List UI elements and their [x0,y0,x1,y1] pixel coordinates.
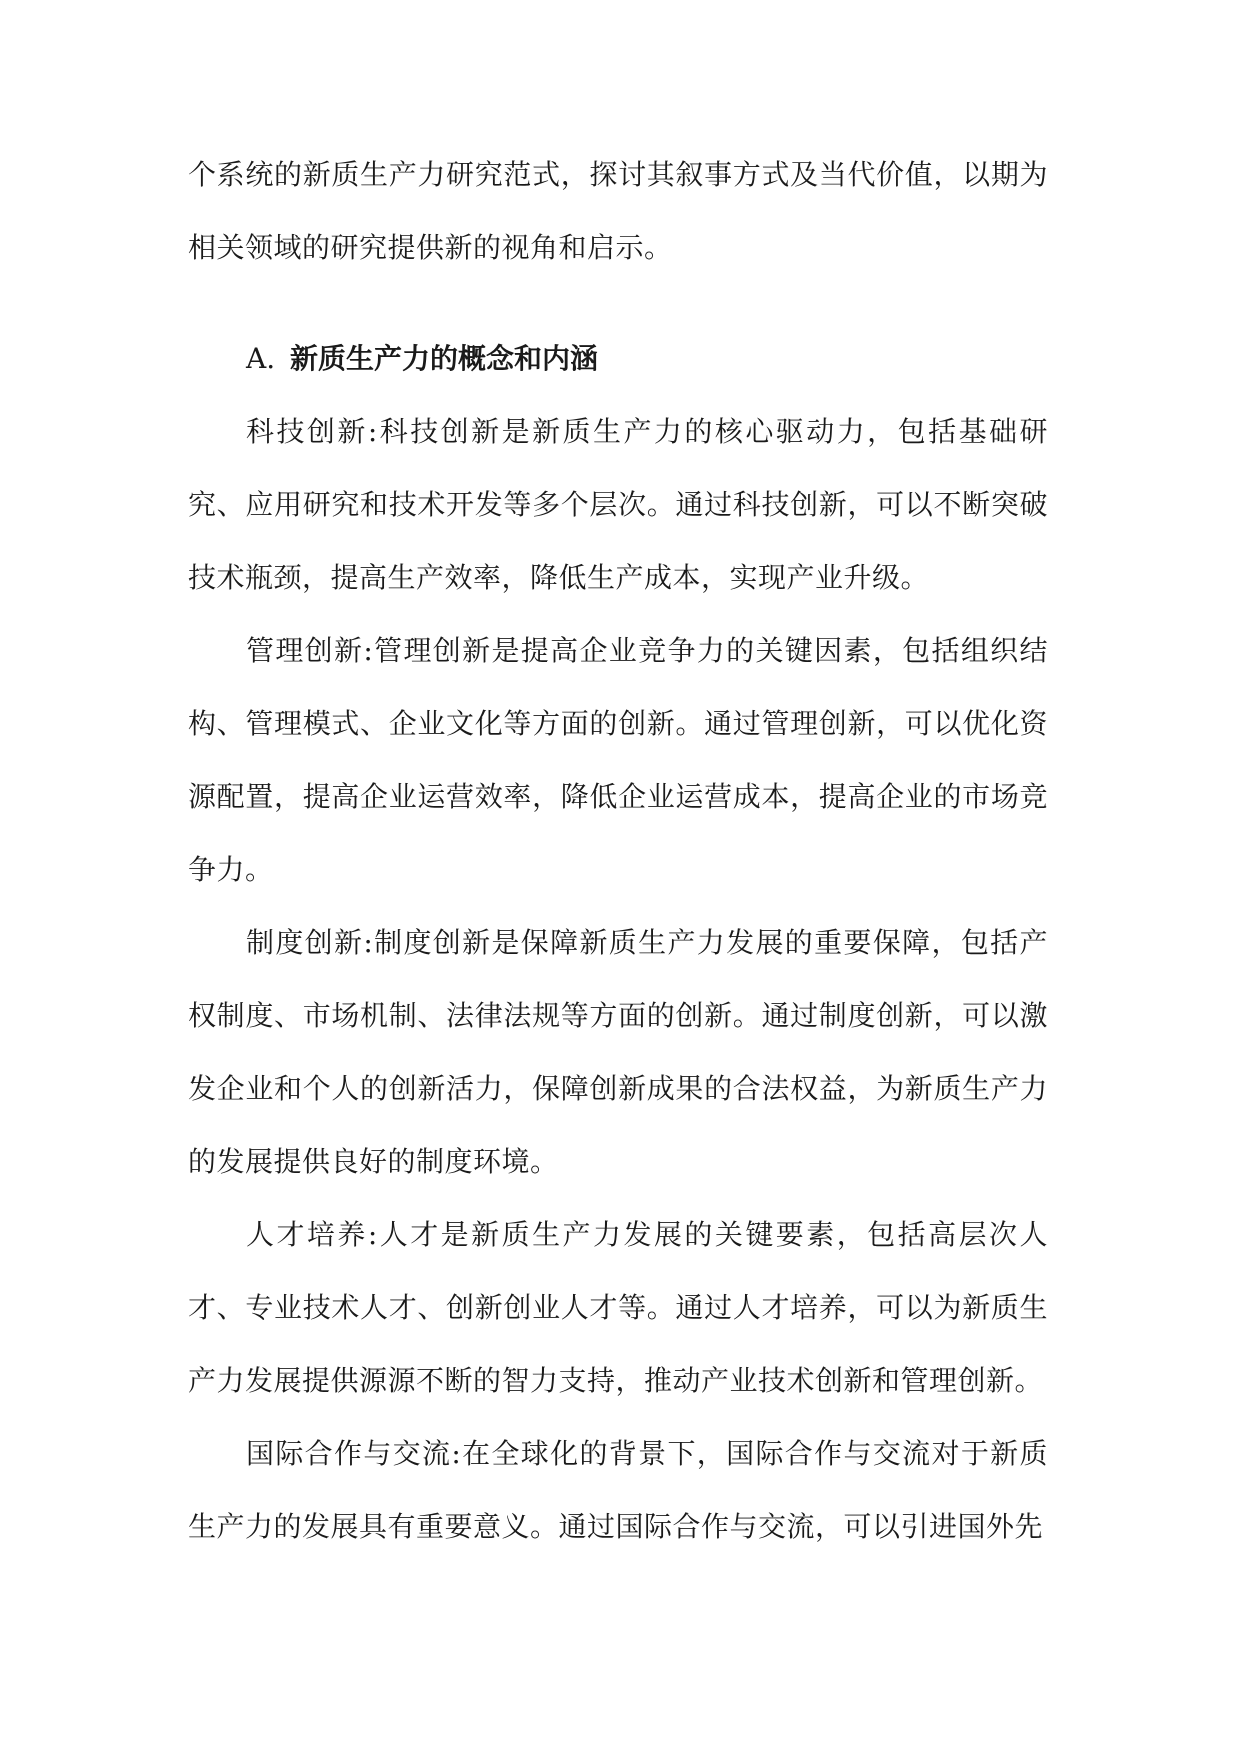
paragraph-term: 人才培养: [246,1218,378,1251]
paragraph-international-cooperation [188,1417,1048,1563]
paragraph-term: 管理创新: [246,634,374,667]
paragraph-talent-cultivation [188,1198,1048,1417]
paragraph-body: 管理创新是提高企业竞争力的关键因素，包括组织结构、管理模式、企业文化等方面的创新。通过管理创新，可以优化资源配置，提高企业运营效率，降低企业运营成本，提高企业的市场竞争力。 [188,634,1048,886]
section-heading [188,322,1048,395]
paragraph-body: 在全球化的背景下，国际合作与交流对于新质生产力的发展具有重要意义。通过国际合作与交流，可以引进国外先 [188,1437,1048,1543]
paragraph-term: 国际合作与交流: [246,1437,462,1470]
opening-paragraph: 个系统的新质生产力研究范式，探讨其叙事方式及当代价值，以期为相关领域的研究提供新的视角和启示。 [188,158,1048,264]
section-label: A. [246,342,276,375]
paragraph-management-innovation [188,614,1048,906]
paragraph-body: 科技创新是新质生产力的核心驱动力，包括基础研究、应用研究和技术开发等多个层次。通过科技创新，可以不断突破技术瓶颈，提高生产效率，降低生产成本，实现产业升级。 [188,415,1048,594]
paragraph-body: 制度创新是保障新质生产力发展的重要保障，包括产权制度、市场机制、法律法规等方面的创新。通过制度创新，可以激发企业和个人的创新活力，保障创新成果的合法权益，为新质生产力的发展提供良好的制度环境。 [188,926,1048,1178]
paragraph-institutional-innovation [188,906,1048,1198]
paragraph-body: 人才是新质生产力发展的关键要素，包括高层次人才、专业技术人才、创新创业人才等。通过人才培养，可以为新质生产力发展提供源源不断的智力支持，推动产业技术创新和管理创新。 [188,1218,1048,1397]
document-page [188,138,1048,1563]
paragraph-term: 制度创新: [246,926,374,959]
section-title: 新质生产力的概念和内涵 [290,342,599,375]
paragraph-term: 科技创新: [246,415,378,448]
paragraph-tech-innovation [188,395,1048,614]
